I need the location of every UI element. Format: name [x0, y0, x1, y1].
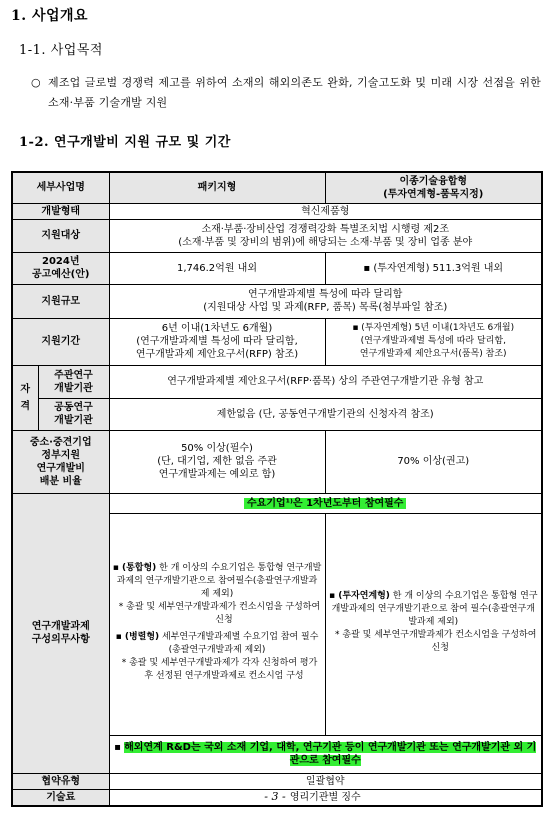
page-number: - 3 - — [264, 790, 286, 803]
value-target: 소재·부품·장비산업 경쟁력강화 특별조치법 시행령 제2조 (소재·부품 및 장비의 범위)에 해당되는 소재·부품 및 장비 업종 분야 — [109, 219, 542, 252]
value-dev-type: 혁신제품형 — [109, 203, 542, 219]
value-scale: 연구개발과제별 특성에 따라 달리함 (지원대상 사업 및 과제(RFP, 품목) 목록(첨부파일 참조) — [109, 284, 542, 318]
purpose-bullet — [31, 73, 541, 113]
value-lead-institution: 연구개발과제별 제안요구서(RFP·품목) 상의 주관연구개발기관 유형 참고 — [109, 365, 542, 398]
highlight-demand-company: 수요기업¹⁾은 1차년도부터 참여필수 — [244, 498, 406, 509]
table-row-target — [12, 219, 542, 252]
value-joint-institution: 제한없음 (단, 공동연구개발기관의 신청자격 참조) — [109, 398, 542, 430]
value-period-convergence: ▪ (투자연계형) 5년 이내(1차년도 6개월) (연구개발과제별 특성에 따라 달리함, 연구개발과제 제안요구서(품목) 참조) — [325, 318, 542, 365]
heading-business-overview: 1. 사업개요 — [11, 8, 89, 24]
table-row-obligation-top — [12, 493, 542, 513]
label-lead-institution: 주관연구 개발기관 — [38, 365, 109, 398]
value-agreement: 일괄협약 — [109, 773, 542, 789]
table-row-agreement — [12, 773, 542, 789]
value-obligation-convergence — [325, 513, 542, 735]
value-tech-fee: 영리기관별 징수 — [109, 789, 542, 806]
label-dev-type: 개발형태 — [12, 203, 109, 219]
highlight-overseas-rnd: 해외연계 R&D는 국외 소재 기업, 대학, 연구기관 등이 연구개발기관 또는 연구개발기관 외 기관으로 참여필수 — [124, 742, 537, 766]
heading-funding-scale: 1-2. 연구개발비 지원 규모 및 기간 — [19, 135, 231, 150]
value-obligation-package — [109, 513, 325, 735]
funding-table — [11, 171, 543, 807]
value-period-package: 6년 이내(1차년도 6개월) (연구개발과제별 특성에 따라 달리함, 연구개발과제 제안요구서(RFP) 참조) — [109, 318, 325, 365]
purpose-text: 제조업 글로벌 경쟁력 제고를 위하여 소재의 해외의존도 완화, 기술고도화 및 미래 시장 선점을 위한 소재·부품 기술개발 지원 — [48, 76, 541, 109]
parallel-type-item: ▪ (병렬형) 세부연구개발과제별 수요기업 참여 필수(총괄연구개발과제 제외) * 총괄 및 세부연구개발과제가 각자 신청하여 평가 후 선정된 연구개발과제로 컨소시엄 구성 — [115, 631, 319, 681]
label-target: 지원대상 — [12, 219, 109, 252]
table-row-qual-joint — [12, 398, 542, 430]
label-obligation: 연구개발과제 구성의무사항 — [12, 493, 109, 773]
header-package-type: 패키지형 — [109, 172, 325, 203]
label-ratio: 중소·중견기업 정부지원 연구개발비 배분 비율 — [12, 430, 109, 493]
table-row-budget — [12, 252, 542, 284]
header-convergence-type: 이종기술융합형 (투자연계형-품목지정) — [325, 172, 542, 203]
value-ratio-convergence: 70% 이상(권고) — [325, 430, 542, 493]
value-budget-package: 1,746.2억원 내외 — [109, 252, 325, 284]
integrated-type-item: ▪ (통합형) 한 개 이상의 수요기업은 통합형 연구개발과제의 연구개발기관으로 참여필수(총괄연구개발과제 제외) * 총괄 및 세부연구개발과제가 컨소시엄을 구성하여 신청 — [112, 562, 322, 625]
value-ratio-package: 50% 이상(필수) (단, 대기업, 제한 없음 주관 연구개발과제는 예외로 함) — [109, 430, 325, 493]
value-obligation-overseas: ▪ 해외연계 R&D는 국외 소재 기업, 대학, 연구기관 등이 연구개발기관 또는 연구개발기관 외 기관으로 참여필수 — [109, 735, 542, 773]
label-qualification: 자격 — [12, 365, 38, 430]
label-joint-institution: 공동연구 개발기관 — [38, 398, 109, 430]
label-budget: 2024년 공고예산(안) — [12, 252, 109, 284]
table-row-ratio — [12, 430, 542, 493]
investment-type-item: ▪ (투자연계형) 한 개 이상의 수요기업은 통합형 연구개발과제의 연구개발기관으로 참여 필수(총괄연구개발과제 제외) * 총괄 및 세부연구개발과제가 컨소시엄을 구성하여 신청 — [328, 590, 538, 653]
table-row-scale — [12, 284, 542, 318]
table-row-dev-type — [12, 203, 542, 219]
header-program-name: 세부사업명 — [12, 172, 109, 203]
table-row-qual-lead — [12, 365, 542, 398]
label-tech-fee: 기술료 — [12, 789, 109, 806]
label-agreement: 협약유형 — [12, 773, 109, 789]
circle-bullet-icon: ○ — [31, 76, 41, 89]
label-scale: 지원규모 — [12, 284, 109, 318]
table-row-period — [12, 318, 542, 365]
label-period: 지원기간 — [12, 318, 109, 365]
value-obligation-required — [109, 493, 542, 513]
heading-business-purpose: 1-1. 사업목적 — [19, 43, 103, 58]
table-header-row — [12, 172, 542, 203]
value-budget-convergence: ▪ (투자연계형) 511.3억원 내외 — [325, 252, 542, 284]
